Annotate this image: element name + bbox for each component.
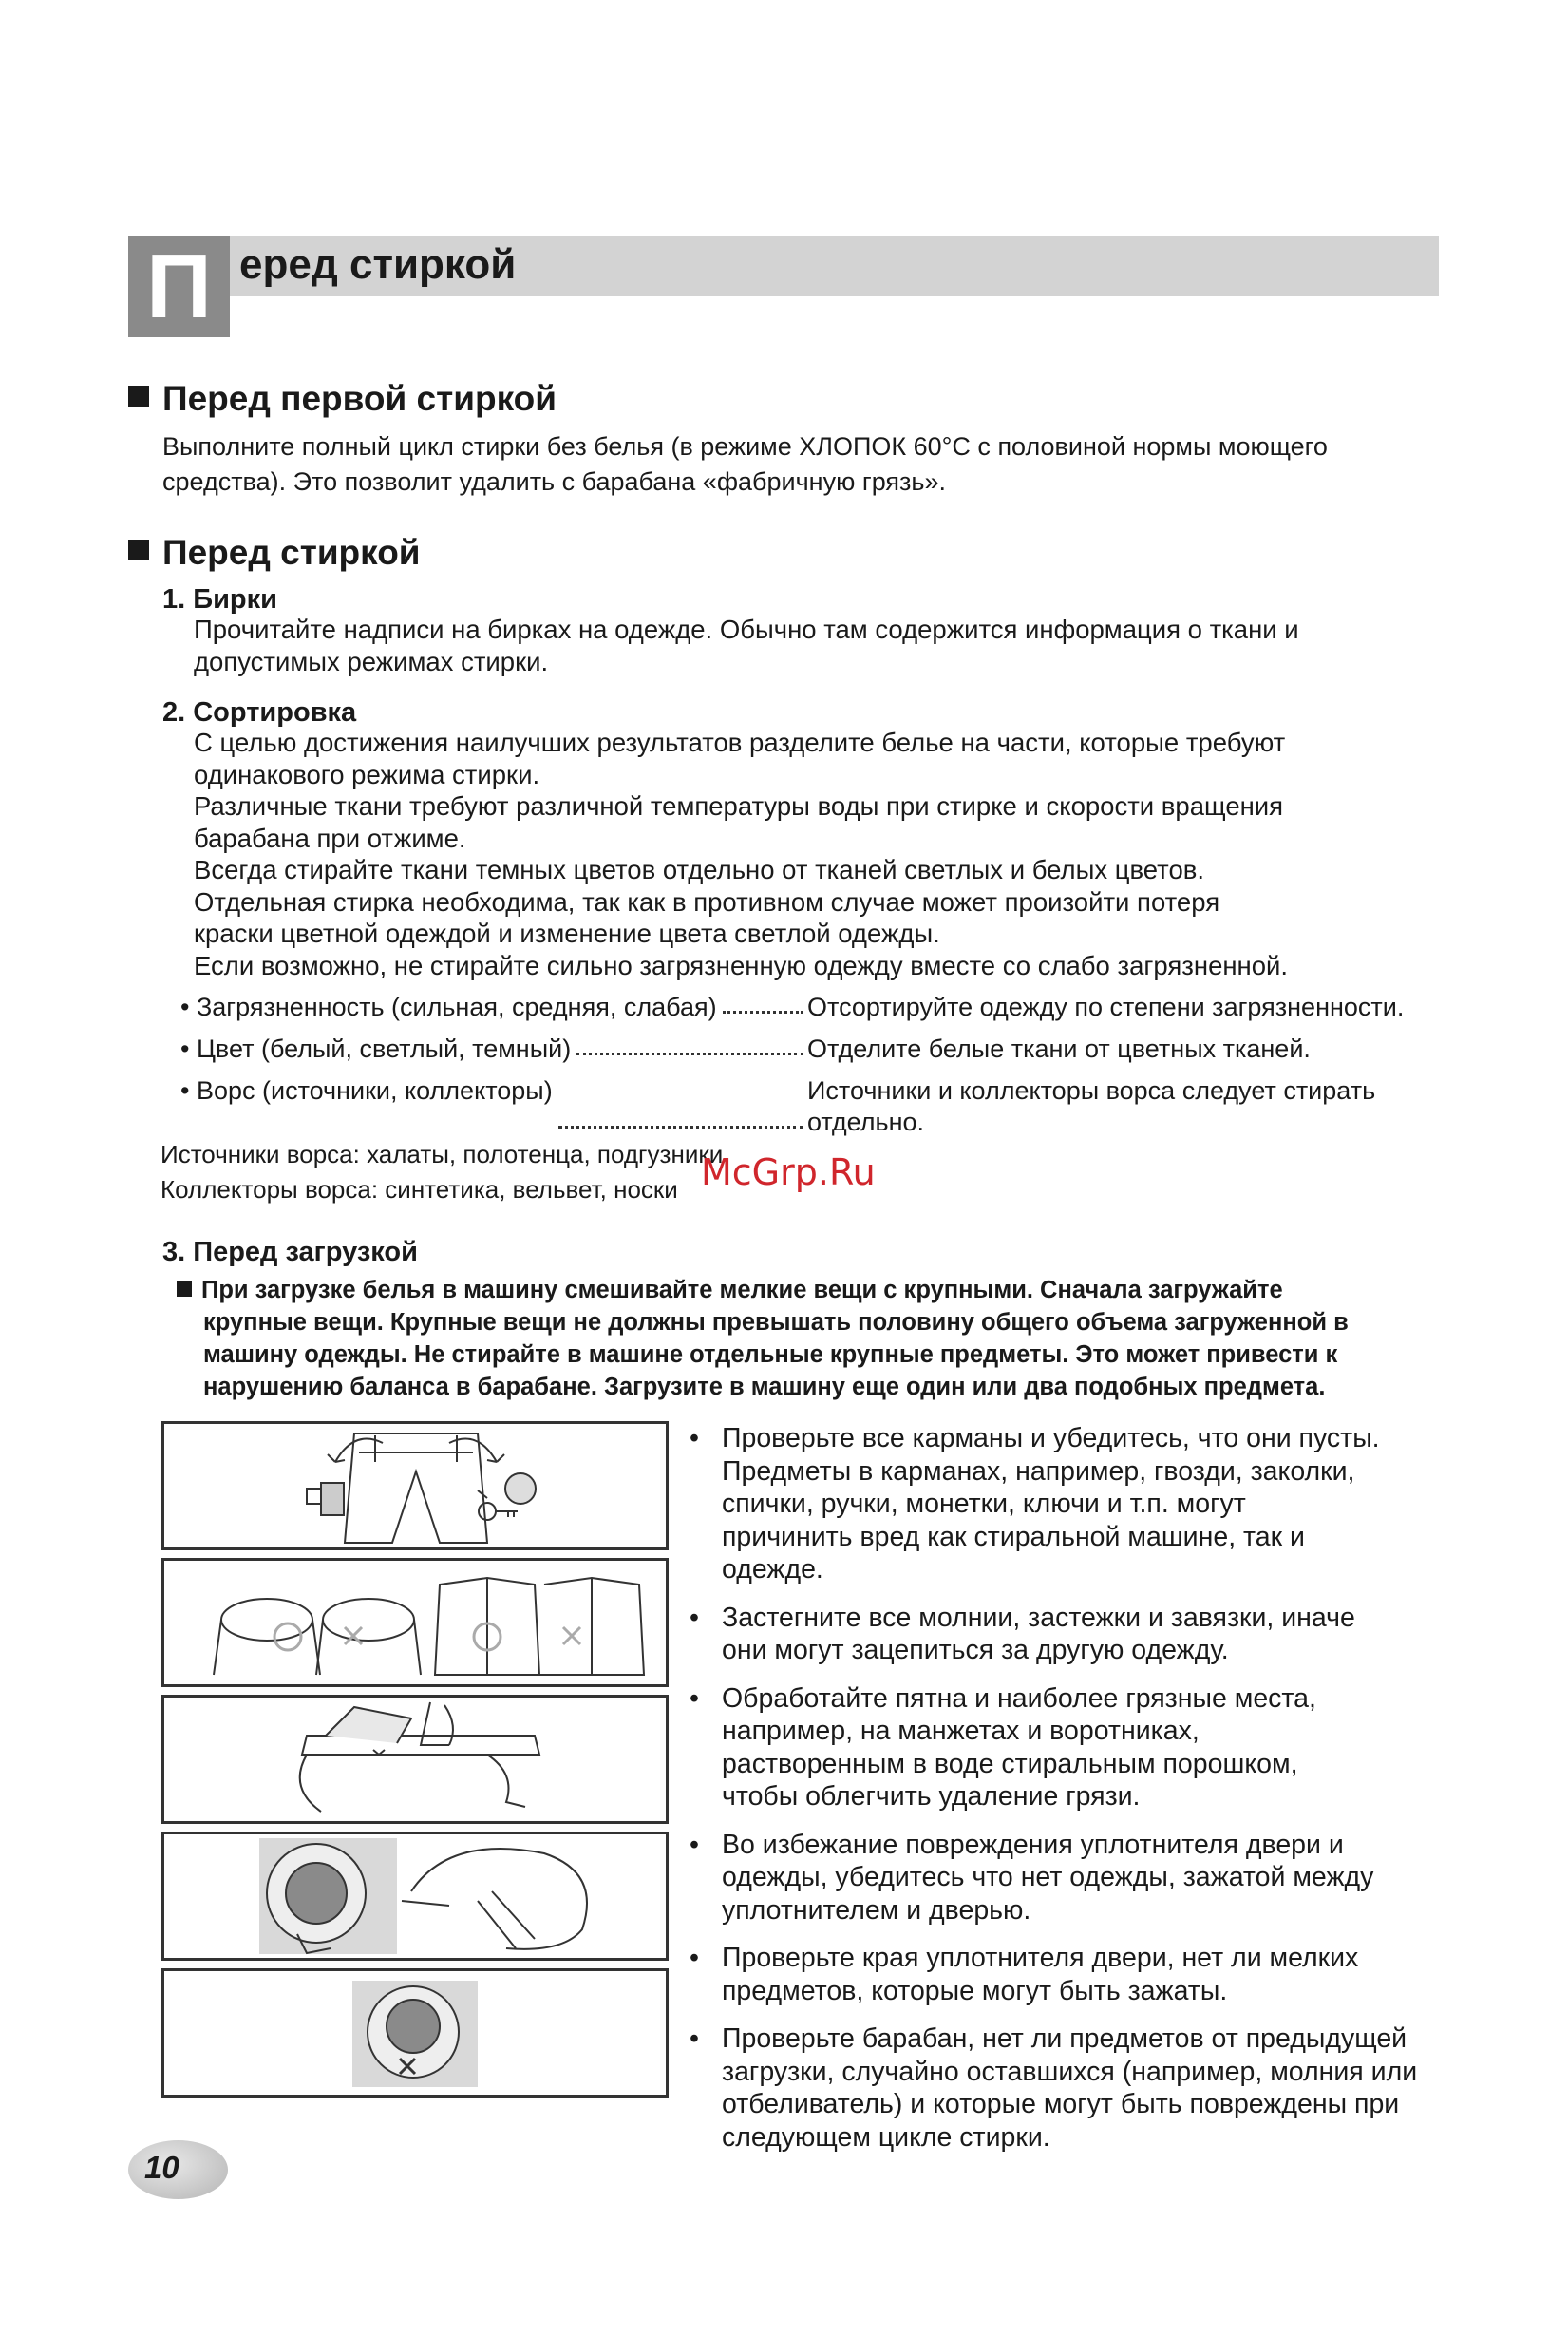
checklist-item: • Во избежание повреждения уплотнителя двери и одежды, убедитесь что нет одежды, зажатой между уплотнителем и дверью.	[690, 1829, 1374, 1926]
item-labels-text: Прочитайте надписи на бирках на одежде. Обычно там содержится информация о ткани и допустимых режимах стирки.	[194, 615, 1299, 676]
loading-warning: При загрузке белья в машину смешивайте мелкие вещи с крупными. Сначала загружайте крупные вещи. Крупные вещи не должны превышать половину общего объема загруженной в машину одежды. Не стирайте в машине отдельные крупные предметы. Это может привести к нарушению баланса в барабане. Загрузите в машину еще один или два подобных предмета.	[177, 1274, 1349, 1403]
stain-treatment-illustration	[161, 1695, 669, 1824]
drum-check-illustration	[161, 1968, 669, 2098]
section-title-before-wash: Перед стиркой	[128, 532, 421, 574]
item-before-loading-title: 3. Перед загрузкой	[162, 1237, 418, 1267]
watermark: McGrp.Ru	[701, 1151, 876, 1193]
square-bullet-icon	[177, 1281, 192, 1297]
sorting-table	[180, 992, 1491, 1138]
page-title: еред стиркой	[239, 241, 517, 288]
square-bullet-icon	[128, 386, 149, 407]
section-title-first-wash: Перед первой стиркой	[128, 378, 557, 420]
page-number: 10	[144, 2150, 179, 2185]
lint-notes: Источники ворса: халаты, полотенца, подгузники Коллекторы ворса: синтетика, вельвет, носки	[161, 1140, 724, 1204]
checklist-item: • Застегните все молнии, застежки и завязки, иначе они могут зацепиться за другую одежду.	[690, 1602, 1355, 1665]
pockets-illustration	[161, 1421, 669, 1550]
sorting-row: • Ворс (источники, коллекторы) Источники и коллекторы ворса следует стирать отдельно.	[180, 1076, 1376, 1136]
checklist-item: • Проверьте все карманы и убедитесь, что они пусты. Предметы в карманах, например, гвозди, заколки, спички, ручки, монетки, ключи и т.п. могут причинить вред как стиральной машине, так и одежде.	[690, 1423, 1380, 1585]
sorting-row: • Цвет (белый, светлый, темный) Отделите белые ткани от цветных тканей.	[180, 1035, 1311, 1063]
zippers-illustration	[161, 1558, 669, 1687]
checklist-item: • Проверьте барабан, нет ли предметов от предыдущей загрузки, случайно оставшихся (например, молния или отбеливатель) и которые могут быть повреждены при следующем цикле стирки.	[690, 2023, 1418, 2153]
item-sorting-text: С целью достижения наилучших результатов разделите белье на части, которые требуют одинакового режима стирки. Различные ткани требуют различной температуры воды при стирке и скорости вращения барабана при отжиме. Всегда стирайте ткани темных цветов отдельно от тканей светлых и белых цветов. Отдельная стирка необходима, так как в противном случае может произойти потеря краски цветной одеждой и изменение цвета светлой одежды. Если возможно, не стирайте сильно загрязненную одежду вместе со слабо загрязненной.	[194, 728, 1289, 980]
first-wash-text: Выполните полный цикл стирки без белья (в режиме ХЛОПОК 60°С с половиной нормы моющего средства). Это позволит удалить с барабана «фабричную грязь».	[162, 432, 1328, 496]
header-letter: П	[146, 236, 212, 337]
sorting-row: • Загрязненность (сильная, средняя, слабая) Отсортируйте одежду по степени загрязненности.	[180, 993, 1405, 1021]
checklist-item: • Проверьте края уплотнителя двери, нет ли мелких предметов, которые могут быть зажаты.	[690, 1943, 1359, 2006]
square-bullet-icon	[128, 540, 149, 560]
door-seal-illustration	[161, 1832, 669, 1961]
before-loading-checklist	[690, 1422, 1449, 2154]
item-labels-title: 1. Бирки	[162, 584, 277, 615]
checklist-item: • Обработайте пятна и наиболее грязные места, например, на манжетах и воротниках, растворенным в воде стиральным порошком, чтобы облегчить удаление грязи.	[690, 1682, 1316, 1812]
item-sorting-title: 2. Сортировка	[162, 697, 357, 728]
